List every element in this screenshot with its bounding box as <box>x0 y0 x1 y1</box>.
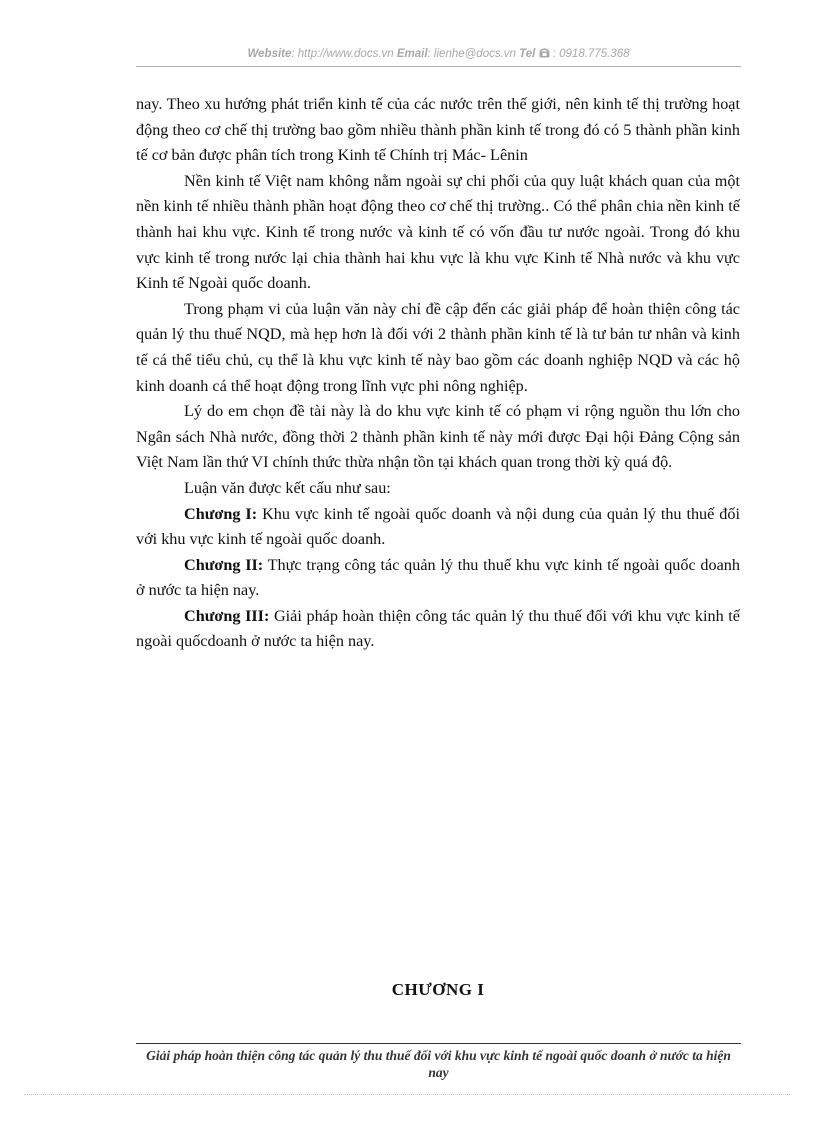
chapter-1-summary <box>136 502 740 553</box>
paragraph-2: Nền kinh tế Việt nam không nằm ngoài sự chi phối của quy luật khách quan của một nền kinh tế nhiều thành phần hoạt động theo cơ chế thị trường.. Có thể phân chia nền kinh tế thành hai khu vực. Kinh tế trong nước và kinh tế có vốn đầu tư nước ngoài. Trong đó khu vực kinh tế trong nước lại chia thành hai khu vực là khu vực Kinh tế Nhà nước và khu vực Kinh tế Ngoài quốc doanh. <box>136 171 740 293</box>
header-divider <box>136 66 741 67</box>
chapter-3-text: Giải pháp hoàn thiện công tác quản lý thu thuế đối với khu vực kinh tế ngoài quốcdoanh ở nước ta hiện nay. <box>136 606 740 651</box>
chapter-2-summary <box>136 553 740 604</box>
email-value: : lienhe@docs.vn <box>427 48 516 60</box>
paragraph-1: nay. Theo xu hướng phát triển kinh tế của các nước trên thế giới, nên kinh tế thị trường hoạt động theo cơ chế thị trường bao gồm nhiều thành phần kinh tế trong đó có 5 thành phần kinh tế cơ bản được phân tích trong Kinh tế Chính trị Mác- Lênin <box>136 95 740 165</box>
chapter-2-text: Thực trạng công tác quản lý thu thuế khu vực kinh tế ngoài quốc doanh ở nước ta hiện nay. <box>136 555 740 600</box>
chapter-1-text: Khu vực kinh tế ngoài quốc doanh và nội dung của quản lý thu thuế đối với khu vực kinh tế ngoài quốc doanh. <box>136 504 740 549</box>
page-header <box>136 48 741 66</box>
footer-divider <box>136 1043 741 1044</box>
chapter-1-label: Chương I: <box>184 504 258 523</box>
page-footer: Giải pháp hoàn thiện công tác quản lý thu thuế đối với khu vực kinh tế ngoài quốc doanh ở nước ta hiện nay <box>146 1048 731 1080</box>
chapter-3-label: Chương III: <box>184 606 270 625</box>
document-body <box>136 92 740 655</box>
paragraph-4: Lý do em chọn đề tài này là do khu vực kinh tế có phạm vi rộng nguồn thu lớn cho Ngân sách Nhà nước, đồng thời 2 thành phần kinh tế này mới được Đại hội Đảng Cộng sản Việt Nam lần thứ VI chính thức thừa nhận tồn tại khách quan trong thời kỳ quá độ. <box>136 402 740 472</box>
website-label: Website <box>247 48 292 60</box>
website-value: : http://www.docs.vn <box>291 48 394 60</box>
chapter-3-summary <box>136 604 740 655</box>
email-label: Email <box>396 48 428 60</box>
tel-label: Tel <box>519 48 536 60</box>
phone-icon <box>539 48 553 60</box>
tel-value: : 0918.775.368 <box>552 48 630 60</box>
paragraph-3: Trong phạm vi của luận văn này chỉ đề cập đến các giải pháp để hoàn thiện công tác quản lý thu thuế NQD, mà hẹp hơn là đối với 2 thành phần kinh tế là tư bản tư nhân và kinh tế cá thể tiểu chủ, cụ thể là khu vực kinh tế này bao gồm các doanh nghiệp NQD và các hộ kinh doanh cá thể hoạt động trong lĩnh vực phi nông nghiệp. <box>136 299 740 395</box>
paragraph-structure-intro: Luận văn được kết cấu như sau: <box>184 478 391 497</box>
chapter-heading: CHƯƠNG I <box>391 980 485 999</box>
chapter-2-label: Chương II: <box>184 555 264 574</box>
page-bottom-edge <box>24 1094 790 1095</box>
